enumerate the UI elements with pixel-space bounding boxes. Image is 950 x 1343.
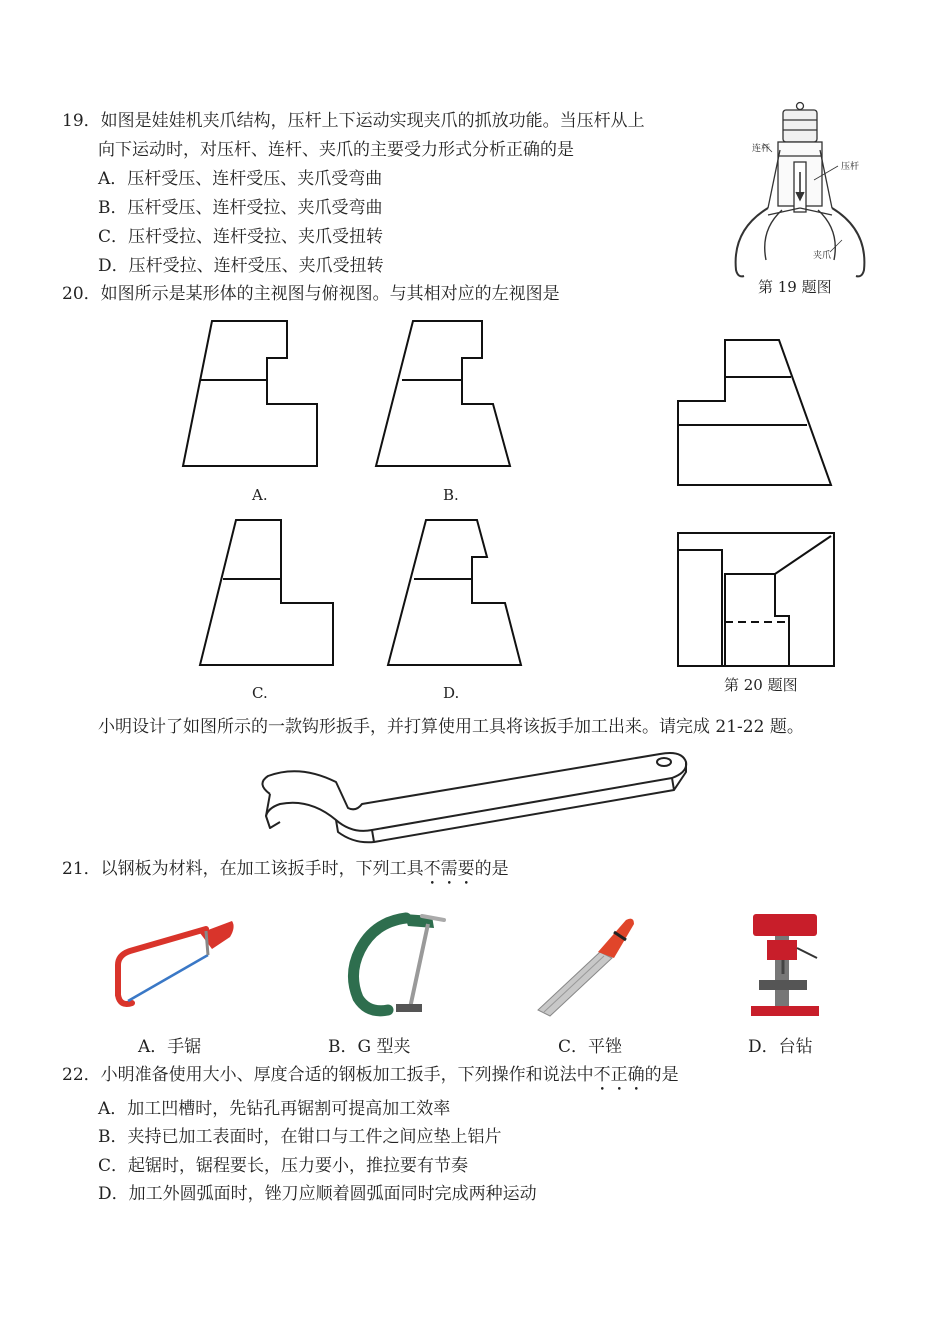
- q20-stem: 20．如图所示是某形体的主视图与俯视图。与其相对应的左视图是: [62, 284, 560, 304]
- q22-option-a: A．加工凹槽时，先钻孔再锯割可提高加工效率: [98, 1099, 451, 1119]
- q20-option-a-drawing: [180, 318, 322, 470]
- g-clamp-image: [340, 910, 450, 1020]
- q21-tool-d-label: D．台钻: [748, 1037, 813, 1057]
- flat-file-image: [530, 912, 640, 1022]
- q20-option-d-drawing: [385, 517, 527, 669]
- q22-option-c: C．起锯时，锯程要长，压力要小，推拉要有节奏: [98, 1156, 469, 1176]
- q22-stem-emphasis: 不正确: [593, 1065, 645, 1085]
- q19-figure-caption: 第 19 题图: [758, 278, 832, 296]
- q22-option-d: D．加工外圆弧面时，锉刀应顺着圆弧面同时完成两种运动: [98, 1184, 537, 1204]
- q19-option-c: C．压杆受拉、连杆受拉、夹爪受扭转: [98, 227, 384, 247]
- q22-stem-pre: 22．小明准备使用大小、厚度合适的钢板加工扳手，下列操作和说法中: [62, 1065, 594, 1085]
- q22-stem-post: 的是: [644, 1065, 679, 1085]
- q22-stem: [62, 1064, 679, 1095]
- q21-stem-emphasis: 不需要: [423, 859, 475, 879]
- q21-stem-post: 的是: [474, 859, 509, 879]
- hacksaw-image: [108, 915, 238, 1015]
- q19-option-b: B．压杆受压、连杆受拉、夹爪受弯曲: [98, 198, 383, 218]
- q20-top-view: [675, 530, 837, 672]
- q19-stem-line2: 向下运动时，对压杆、连杆、夹爪的主要受力形式分析正确的是: [98, 140, 574, 160]
- q21-stem: [62, 858, 509, 889]
- q21-stem-pre: 21．以钢板为材料，在加工该扳手时，下列工具: [62, 859, 424, 879]
- hook-wrench-figure: [240, 742, 690, 850]
- q20-main-view: [675, 337, 837, 491]
- q22-option-b: B．夹持已加工表面时，在钳口与工件之间应垫上铝片: [98, 1127, 502, 1147]
- q20-option-c-drawing: [197, 517, 339, 669]
- q20-option-a-label: A.: [252, 486, 268, 504]
- q20-option-d-label: D.: [443, 684, 460, 702]
- q19-option-d: D．压杆受拉、连杆受压、夹爪受扭转: [98, 256, 384, 276]
- q20-option-b-label: B.: [443, 486, 459, 504]
- q21-tool-c-label: C．平锉: [558, 1037, 623, 1057]
- q19-label-link: 连杆: [752, 144, 771, 154]
- bench-drill-image: [745, 910, 825, 1020]
- q19-claw-figure: [720, 100, 880, 285]
- q20-option-c-label: C.: [252, 684, 268, 702]
- q19-label-rod: 压杆: [841, 162, 860, 172]
- q21-tool-a-label: A．手锯: [138, 1037, 202, 1057]
- q21-tool-b-label: B．G 型夹: [328, 1037, 411, 1057]
- q19-option-a: A．压杆受压、连杆受压、夹爪受弯曲: [98, 169, 383, 189]
- q19-stem-line1: 19．如图是娃娃机夹爪结构，压杆上下运动实现夹爪的抓放功能。当压杆从上: [62, 111, 645, 131]
- q20-option-b-drawing: [373, 318, 515, 470]
- q20-figure-caption: 第 20 题图: [724, 676, 798, 694]
- intro-21-22: 小明设计了如图所示的一款钩形扳手，并打算使用工具将该扳手加工出来。请完成 21-22 题。: [98, 717, 804, 737]
- q19-label-claw: 夹爪: [813, 251, 832, 261]
